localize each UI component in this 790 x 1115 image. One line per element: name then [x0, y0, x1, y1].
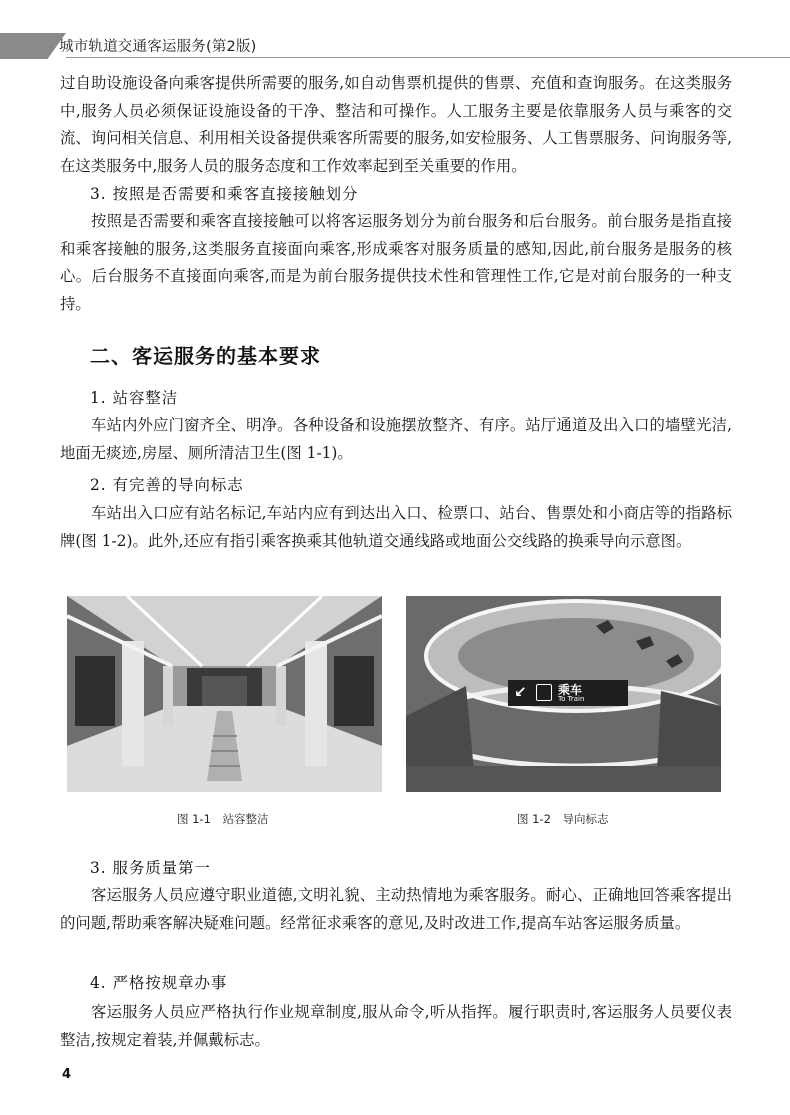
requirement-heading-4: 4. 严格按规章办事 — [90, 974, 228, 992]
figure-1-caption: 图 1-1 站容整洁 — [177, 812, 269, 826]
guidance-sign-board — [508, 680, 628, 706]
paragraph-station-clean: 车站内外应门窗齐全、明净。各种设备和设施摆放整齐、有序。站厅通道及出入口的墙壁光洁,地面无痰迹,房屋、厕所清洁卫生(图 1-1)。 — [60, 416, 732, 462]
figure-2-caption: 图 1-2 导向标志 — [517, 812, 609, 826]
header-rule — [66, 57, 790, 58]
platform-photo-illustration — [67, 596, 382, 792]
chapter-heading: 二、客运服务的基本要求 — [90, 344, 321, 368]
requirement-heading-2: 2. 有完善的导向标志 — [90, 476, 244, 494]
paragraph-guidance-signs: 车站出入口应有站名标记,车站内应有到达出入口、检票口、站台、售票处和小商店等的指路标牌(图 1-2)。此外,还应有指引乘客换乘其他轨道交通线路或地面公交线路的换乘导向示意图。 — [60, 504, 732, 550]
header-tab-decoration — [0, 33, 66, 59]
figure-station-platform — [67, 596, 382, 792]
requirement-heading-1: 1. 站容整洁 — [90, 389, 179, 407]
book-title: 城市轨道交通客运服务(第2版) — [59, 39, 257, 55]
paragraph-front-back-service: 按照是否需要和乘客直接接触可以将客运服务划分为前台服务和后台服务。前台服务是指直接和乘客接触的服务,这类服务直接面向乘客,形成乘客对服务质量的感知,因此,前台服务是服务的核心。后台服务不直接面向乘客,而是为前台服务提供技术性和管理性工作,它是对前台服务的一种支持。 — [60, 212, 732, 313]
requirement-heading-3: 3. 服务质量第一 — [90, 859, 211, 877]
paragraph-service-quality: 客运服务人员应遵守职业道德,文明礼貌、主动热情地为乘客服务。耐心、正确地回答乘客提出的问题,帮助乘客解决疑难问题。经常征求乘客的意见,及时改进工作,提高车站客运服务质量。 — [60, 886, 732, 932]
sign-label-main: 乘车 — [558, 683, 583, 697]
train-icon — [536, 684, 552, 701]
paragraph-continued: 过自助设施设备向乘客提供所需要的服务,如自动售票机提供的售票、充值和查询服务。在这类服务中,服务人员必须保证设施设备的干净、整洁和可操作。人工服务主要是依靠服务人员与乘客的交流、询问相关信息、利用相关设备提供乘客所需要的服务,如安检服务、人工售票服务、问询服务等,在这类服务中,服务人员的服务态度和工作效率起到至关重要的作用。 — [60, 74, 732, 175]
paragraph-follow-rules: 客运服务人员应严格执行作业规章制度,服从命令,听从指挥。履行职责时,客运服务人员要仪表整洁,按规定着装,并佩戴标志。 — [60, 1003, 732, 1049]
running-header — [0, 33, 790, 59]
page-number: 4 — [62, 1067, 72, 1082]
section-heading-3: 3. 按照是否需要和乘客直接接触划分 — [90, 185, 359, 203]
sign-label-sub: To Train — [558, 695, 585, 703]
arrow-down-left-icon: ↙ — [514, 683, 527, 701]
figure-guidance-sign — [406, 596, 721, 792]
